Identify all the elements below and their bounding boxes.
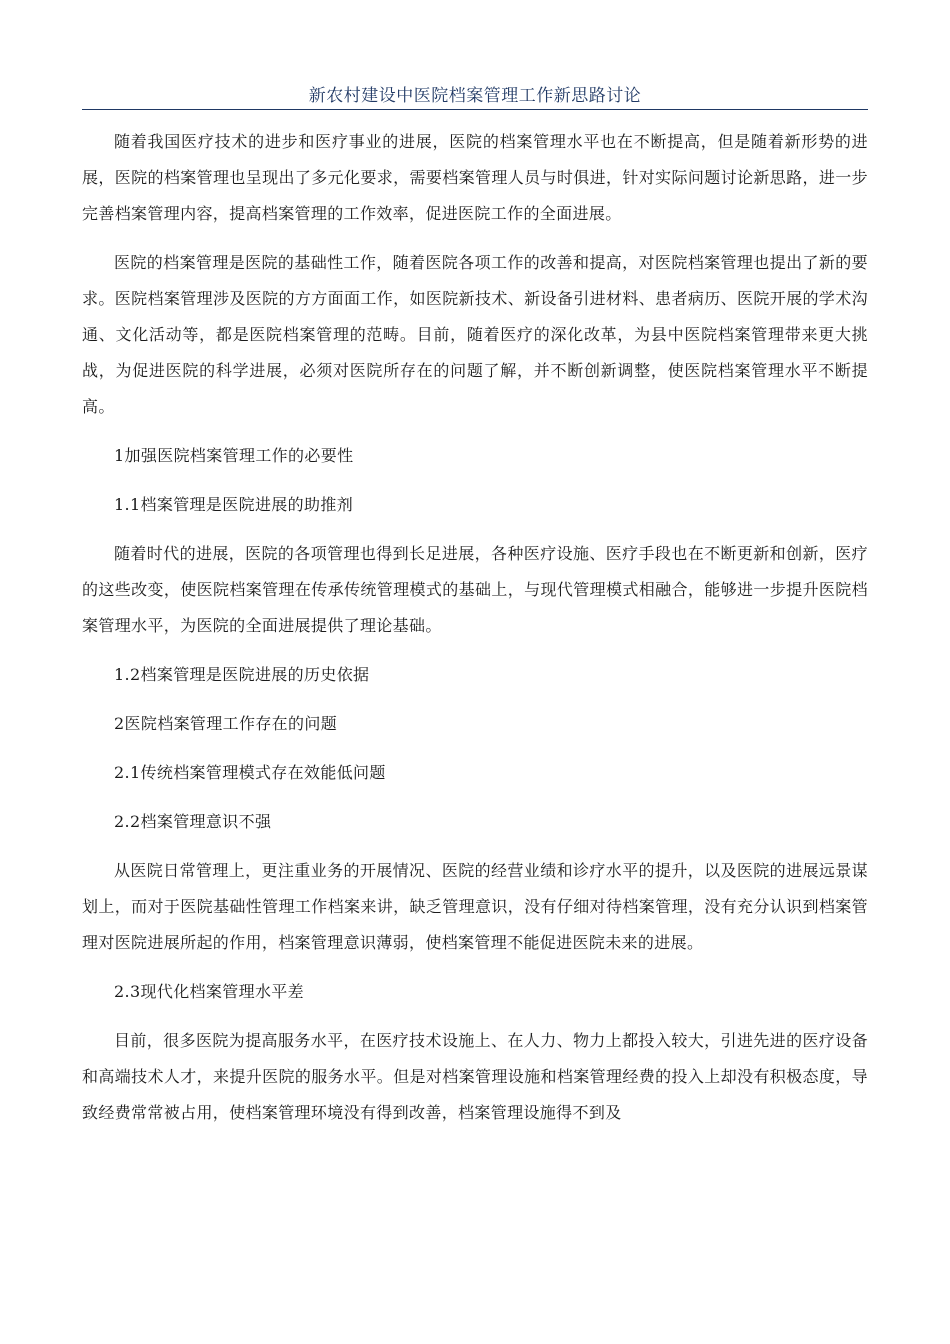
header-divider (82, 109, 868, 110)
document-body (82, 124, 868, 1144)
subsection-heading: 2.2档案管理意识不强 (114, 812, 272, 831)
subsection-heading: 2.1传统档案管理模式存在效能低问题 (114, 763, 386, 782)
section-heading: 2医院档案管理工作存在的问题 (114, 714, 338, 733)
subsection-heading: 1.2档案管理是医院进展的历史依据 (114, 665, 370, 684)
paragraph: 随着时代的进展，医院的各项管理也得到长足进展，各种医疗设施、医疗手段也在不断更新和创新，医疗的这些改变，使医院档案管理在传承传统管理模式的基础上，与现代管理模式相融合，能够进一步提升医院档案管理水平，为医院的全面进展提供了理论基础。 (82, 544, 868, 635)
running-header-title: 新农村建设中医院档案管理工作新思路讨论 (308, 86, 642, 106)
section-heading: 1加强医院档案管理工作的必要性 (114, 446, 354, 465)
paragraph: 目前，很多医院为提高服务水平，在医疗技术设施上、在人力、物力上都投入较大，引进先进的医疗设备和高端技术人才，来提升医院的服务水平。但是对档案管理设施和档案管理经费的投入上却没有积极态度，导致经费常常被占用，使档案管理环境没有得到改善，档案管理设施得不到及 (82, 1031, 868, 1122)
subsection-heading: 1.1档案管理是医院进展的助推剂 (114, 495, 354, 514)
paragraph: 医院的档案管理是医院的基础性工作，随着医院各项工作的改善和提高，对医院档案管理也提出了新的要求。医院档案管理涉及医院的方方面面工作，如医院新技术、新设备引进材料、患者病历、医院开展的学术沟通、文化活动等，都是医院档案管理的范畴。目前，随着医疗的深化改革，为县中医院档案管理带来更大挑战，为促进医院的科学进展，必须对医院所存在的问题了解，并不断创新调整，使医院档案管理水平不断提高。 (82, 253, 868, 416)
paragraph: 从医院日常管理上，更注重业务的开展情况、医院的经营业绩和诊疗水平的提升，以及医院的进展远景谋划上，而对于医院基础性管理工作档案来讲，缺乏管理意识，没有仔细对待档案管理，没有充分认识到档案管理对医院进展所起的作用，档案管理意识薄弱，使档案管理不能促进医院未来的进展。 (82, 861, 868, 952)
subsection-heading: 2.3现代化档案管理水平差 (114, 982, 304, 1001)
paragraph: 随着我国医疗技术的进步和医疗事业的进展，医院的档案管理水平也在不断提高，但是随着新形势的进展，医院的档案管理也呈现出了多元化要求，需要档案管理人员与时俱进，针对实际问题讨论新思路，进一步完善档案管理内容，提高档案管理的工作效率，促进医院工作的全面进展。 (82, 132, 868, 223)
